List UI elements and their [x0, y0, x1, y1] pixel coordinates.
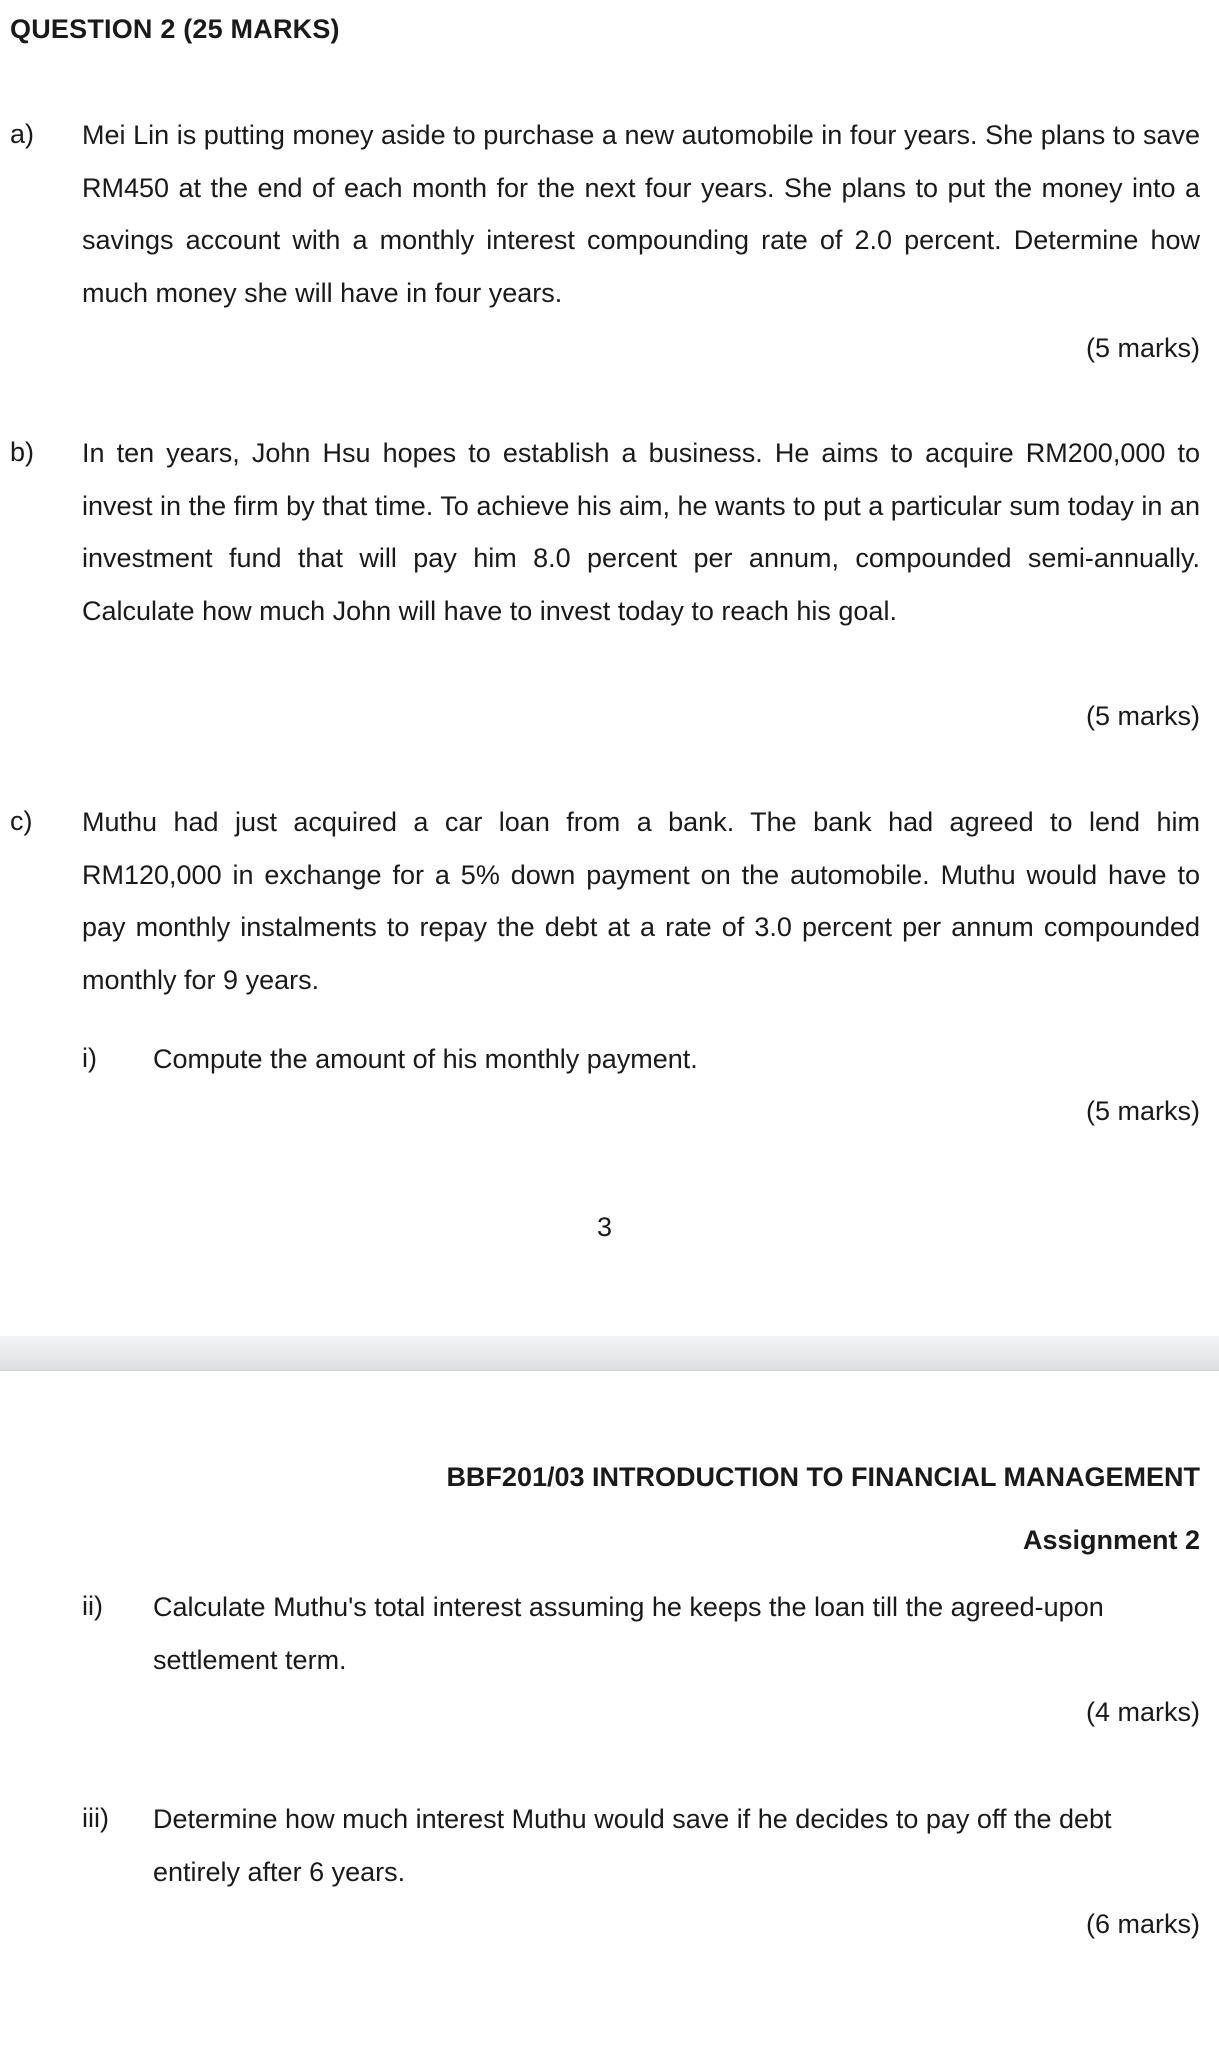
part-b-label: b) [10, 437, 35, 467]
part-c-iii-label: iii) [82, 1803, 109, 1833]
part-c-ii-text: Calculate Muthu's total interest assuming he keeps the loan till the agreed-upon settlement term. [153, 1592, 1104, 1675]
part-c-ii-label: ii) [82, 1591, 103, 1621]
part-a-text: Mei Lin is putting money aside to purchase a new automobile in four years. She plans to save RM450 at the end of each month for the next four years. She plans to put the money into a savings account with a monthly interest compounding rate of 2.0 percent. Determine how much money she will have in four years. [82, 120, 1200, 309]
part-c-text: Muthu had just acquired a car loan from a bank. The bank had agreed to lend him RM120,000 in exchange for a 5% down payment on the automobile. Muthu would have to pay monthly instalments to repay the debt at a rate of 3.0 percent per annum compounded monthly for 9 years. [82, 807, 1200, 996]
page-divider [0, 1336, 1219, 1371]
part-b-text: In ten years, John Hsu hopes to establish a business. He aims to acquire RM200,000 to invest in the firm by that time. To achieve his aim, he wants to put a particular sum today in an investment fund that will pay him 8.0 percent per annum, compounded semi-annually. Calculate how much John will have to invest today to reach his goal. [82, 438, 1200, 627]
part-b-marks: (5 marks) [1086, 701, 1200, 731]
part-c-ii-marks: (4 marks) [1086, 1697, 1200, 1727]
question-heading: QUESTION 2 (25 MARKS) [10, 14, 340, 44]
part-a-label: a) [10, 119, 35, 149]
assignment-header: Assignment 2 [1022, 1525, 1200, 1555]
part-c-label: c) [10, 806, 33, 836]
course-header: BBF201/03 INTRODUCTION TO FINANCIAL MANAGEMENT [446, 1462, 1200, 1492]
part-c-i-text: Compute the amount of his monthly payment. [153, 1044, 698, 1074]
part-a-marks: (5 marks) [1086, 333, 1200, 363]
part-c-i-label: i) [82, 1043, 97, 1073]
part-c-iii-marks: (6 marks) [1086, 1909, 1200, 1939]
part-c-i-marks: (5 marks) [1086, 1096, 1200, 1126]
part-c-iii-text: Determine how much interest Muthu would save if he decides to pay off the debt entirely after 6 years. [153, 1804, 1112, 1887]
page-number: 3 [596, 1212, 613, 1242]
